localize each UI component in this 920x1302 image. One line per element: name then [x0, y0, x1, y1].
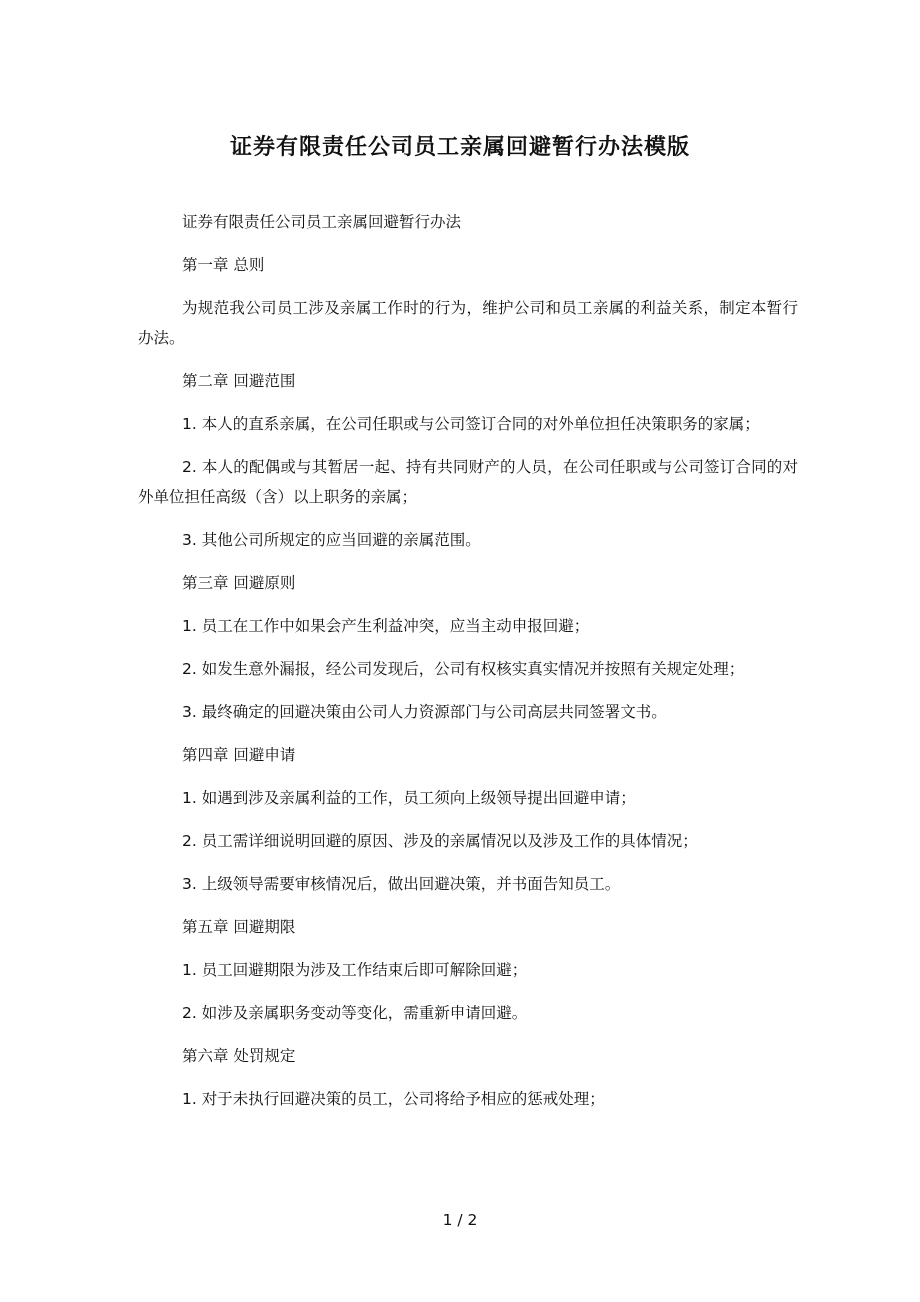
chapter-heading: 第四章 回避申请 — [182, 746, 296, 764]
document-body — [138, 207, 798, 1127]
list-item: 1. 员工在工作中如果会产生利益冲突，应当主动申报回避； — [182, 617, 590, 635]
list-item: 1. 本人的直系亲属，在公司任职或与公司签订合同的对外单位担任决策职务的家属； — [182, 415, 760, 433]
chapter-heading: 第六章 处罚规定 — [182, 1047, 296, 1065]
list-item: 3. 上级领导需要审核情况后，做出回避决策，并书面告知员工。 — [182, 875, 621, 893]
list-item: 2. 员工需详细说明回避的原因、涉及的亲属情况以及涉及工作的具体情况； — [182, 832, 698, 850]
list-item: 3. 最终确定的回避决策由公司人力资源部门与公司高层共同签署文书。 — [182, 703, 667, 721]
page-number: 1 / 2 — [442, 1211, 478, 1229]
list-item: 1. 对于未执行回避决策的员工，公司将给予相应的惩戒处理； — [182, 1090, 605, 1108]
document-title: 证券有限责任公司员工亲属回避暂行办法模版 — [229, 135, 690, 160]
list-item: 1. 员工回避期限为涉及工作结束后即可解除回避； — [182, 961, 528, 979]
chapter-heading: 第一章 总则 — [182, 256, 265, 274]
paragraph: 为规范我公司员工涉及亲属工作时的行为，维护公司和员工亲属的利益关系，制定本暂行办法。 — [138, 299, 798, 347]
list-item: 3. 其他公司所规定的应当回避的亲属范围。 — [182, 531, 481, 549]
chapter-heading: 第五章 回避期限 — [182, 918, 296, 936]
list-item: 1. 如遇到涉及亲属利益的工作，员工须向上级领导提出回避申请； — [182, 789, 636, 807]
document-subtitle: 证券有限责任公司员工亲属回避暂行办法 — [182, 213, 462, 231]
chapter-heading: 第二章 回避范围 — [182, 372, 296, 390]
list-item: 2. 如涉及亲属职务变动等变化，需重新申请回避。 — [182, 1004, 528, 1022]
chapter-heading: 第三章 回避原则 — [182, 574, 296, 592]
list-item: 2. 如发生意外漏报，经公司发现后，公司有权核实真实情况并按照有关规定处理； — [182, 660, 745, 678]
list-item: 2. 本人的配偶或与其暂居一起、持有共同财产的人员，在公司任职或与公司签订合同的对外单位担任高级（含）以上职务的亲属； — [138, 458, 798, 506]
